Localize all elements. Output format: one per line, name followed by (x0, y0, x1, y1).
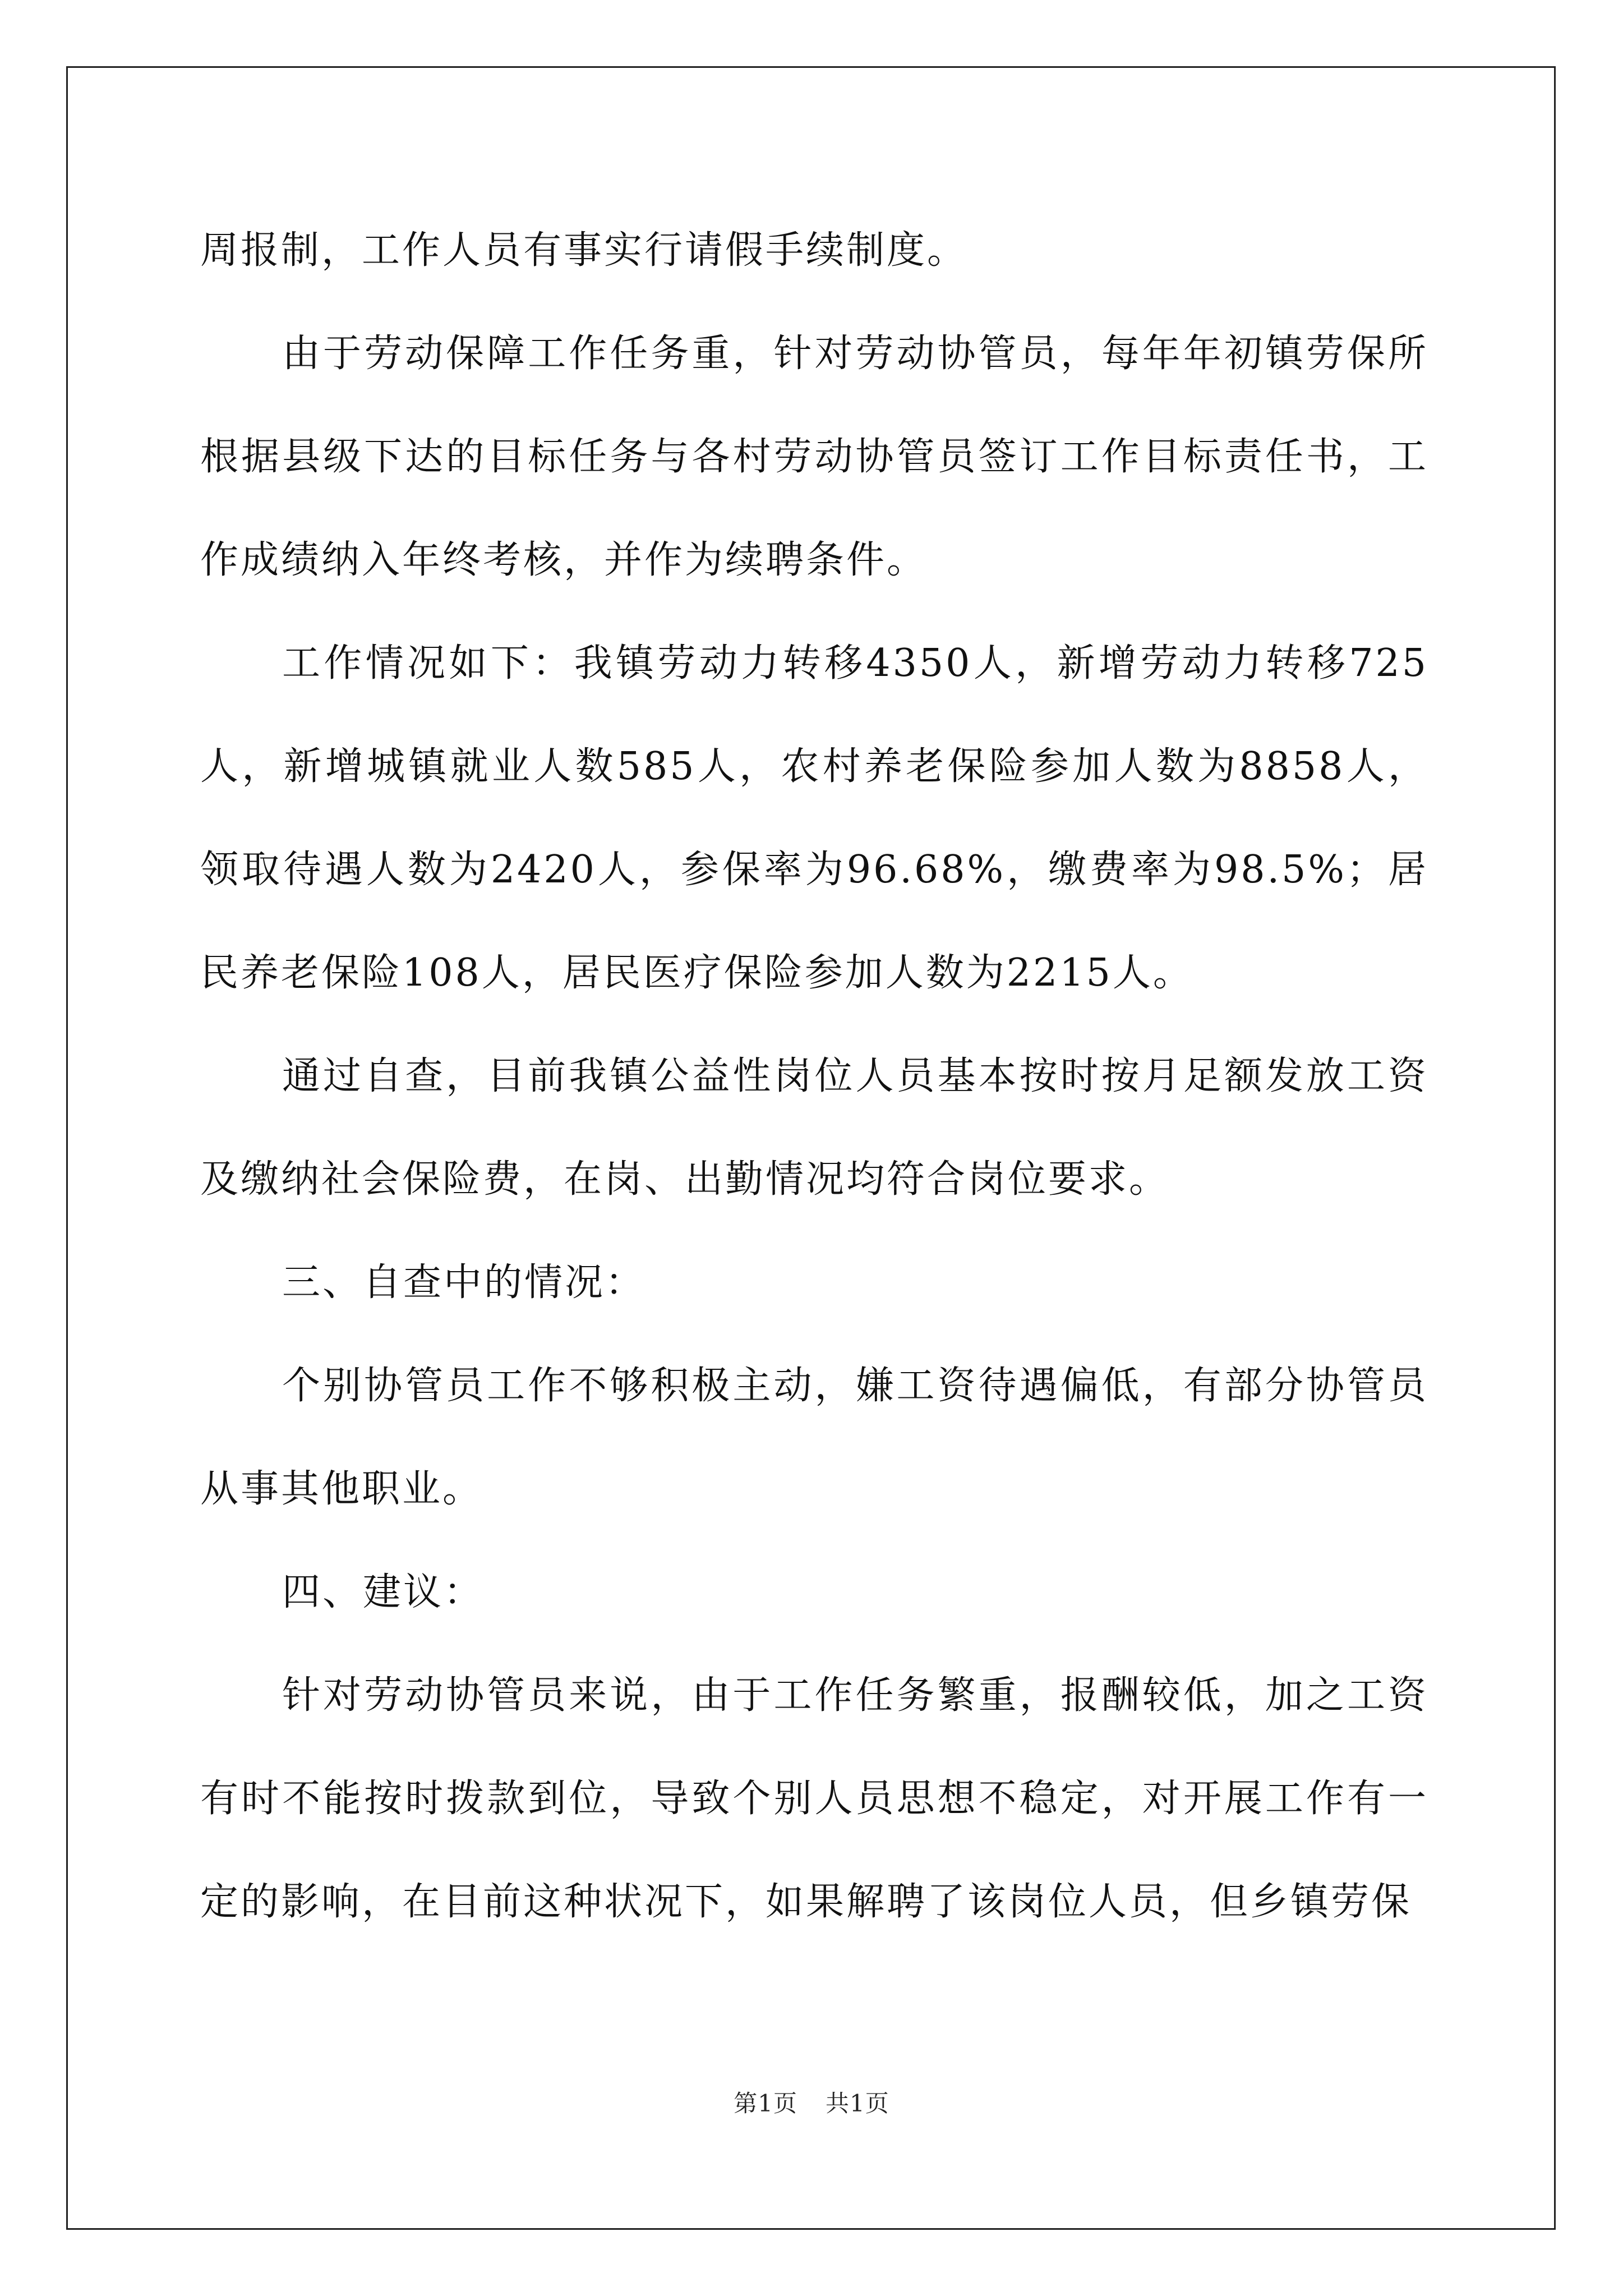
section-heading-3: 三、自查中的情况： (282, 1260, 646, 1305)
paragraph-1: 周报制，工作人员有事实行请假手续制度。 (200, 228, 968, 273)
document-body (200, 199, 1428, 1954)
section-heading-4: 四、建议： (282, 1570, 485, 1614)
paragraph-6: 针对劳动协管员来说，由于工作任务繁重，报酬较低，加之工资有时不能按时拨款到位，导致个别人员思想不稳定，对开展工作有一定的影响，在目前这种状况下，如果解聘了该岗位人员，但乡镇劳保 (200, 1673, 1428, 1924)
paragraph-5: 个别协管员工作不够积极主动，嫌工资待遇偏低，有部分协管员从事其他职业。 (200, 1364, 1428, 1511)
paragraph-2: 由于劳动保障工作任务重，针对劳动协管员，每年年初镇劳保所根据县级下达的目标任务与各村劳动协管员签订工作目标责任书，工作成绩纳入年终考核，并作为续聘条件。 (200, 332, 1428, 582)
paragraph-3: 工作情况如下：我镇劳动力转移4350人，新增劳动力转移725人，新增城镇就业人数585人，农村养老保险参加人数为8858人，领取待遇人数为2420人，参保率为96.68%，缴费率为98.5%；居民养老保险108人，居民医疗保险参加人数为2215人。 (200, 641, 1428, 995)
page-footer (0, 2087, 1623, 2120)
page-number: 第1页 (734, 2090, 797, 2117)
paragraph-4: 通过自查，目前我镇公益性岗位人员基本按时按月足额发放工资及缴纳社会保险费，在岗、出勤情况均符合岗位要求。 (200, 1054, 1428, 1202)
page-total: 共1页 (826, 2090, 889, 2117)
